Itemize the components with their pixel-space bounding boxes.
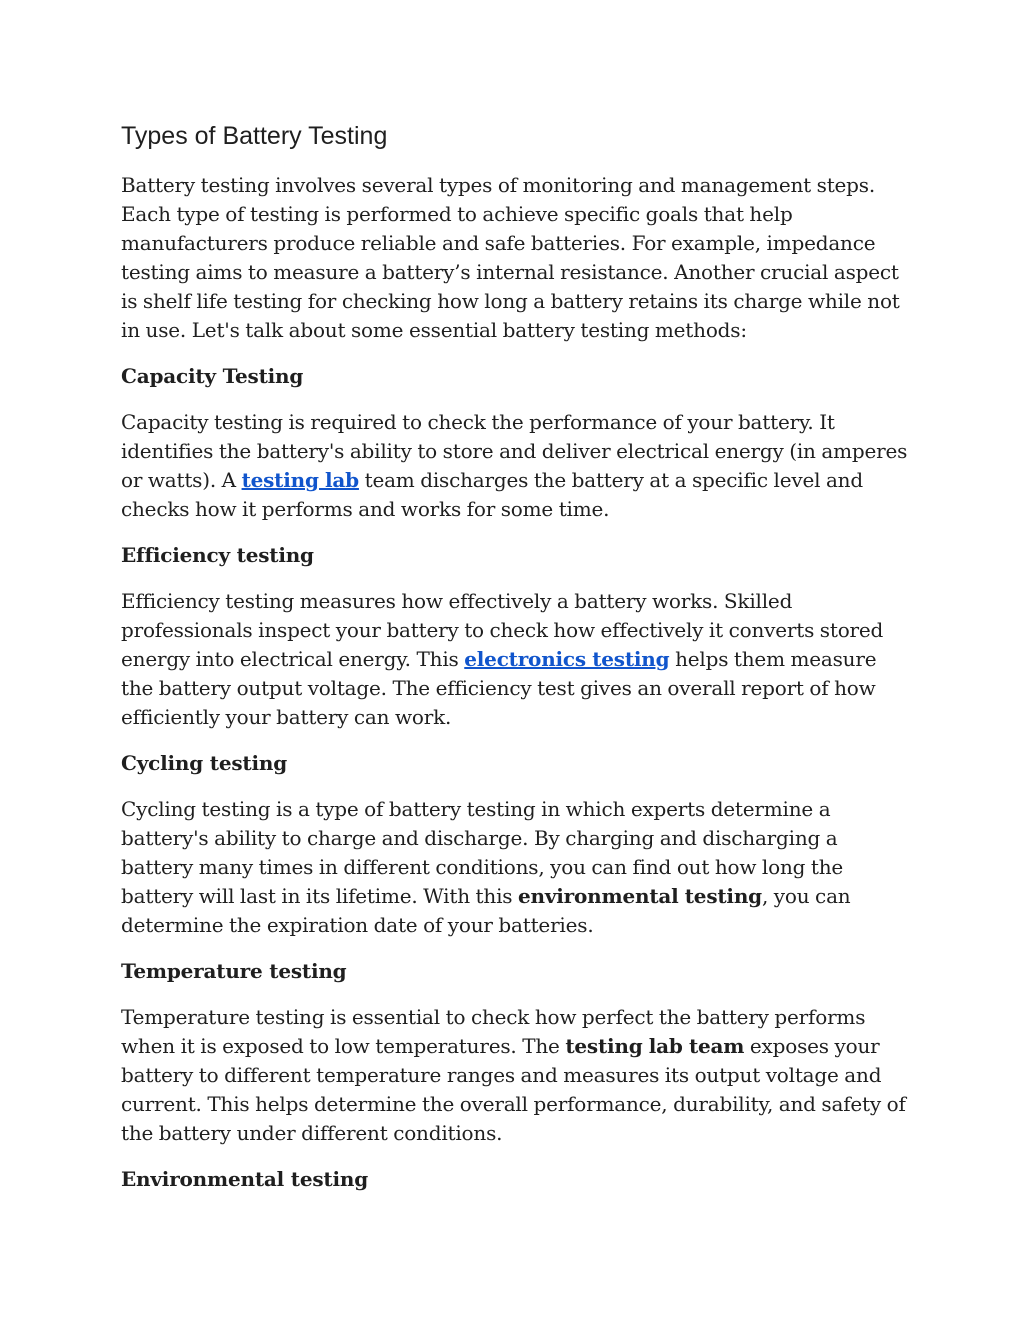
testing-lab-link[interactable]: testing lab bbox=[241, 468, 359, 492]
cycling-text-2: , you can determine the expiration date of your batteries. bbox=[121, 884, 851, 937]
cycling-text-1: Cycling testing is a type of battery testing in which experts determine a battery's ability to charge and discharge. By charging and discharging a battery many times in different conditions, you can find out how long the battery will last in its lifetime. With this bbox=[121, 797, 844, 908]
document-page bbox=[121, 118, 911, 1211]
capacity-text-1: Capacity testing is required to check the performance of your battery. It identifies the battery's ability to store and deliver electrical energy (in amperes or watts). A bbox=[121, 410, 908, 492]
cycling-testing-paragraph bbox=[121, 795, 911, 940]
capacity-testing-paragraph bbox=[121, 408, 911, 524]
temperature-testing-paragraph bbox=[121, 1003, 911, 1148]
efficiency-text-1: Efficiency testing measures how effectively a battery works. Skilled professionals inspect your battery to check how effectively it converts stored energy into electrical energy. This bbox=[121, 589, 884, 671]
environmental-testing-heading: Environmental testing bbox=[121, 1167, 368, 1191]
cycling-testing-heading: Cycling testing bbox=[121, 751, 287, 775]
temperature-text-1: Temperature testing is essential to check how perfect the battery performs when it is exposed to low temperatures. The bbox=[121, 1005, 866, 1058]
efficiency-testing-paragraph bbox=[121, 587, 911, 732]
intro-paragraph: Battery testing involves several types of monitoring and management steps. Each type of testing is performed to achieve specific goals that help manufacturers produce reliable and safe batteries. For example, impedance testing aims to measure a battery’s internal resistance. Another crucial aspect is shelf life testing for checking how long a battery retains its charge while not in use. Let's talk about some essential battery testing methods: bbox=[121, 173, 900, 342]
efficiency-testing-heading: Efficiency testing bbox=[121, 543, 314, 567]
capacity-testing-heading: Capacity Testing bbox=[121, 364, 304, 388]
electronics-testing-link[interactable]: electronics testing bbox=[464, 647, 670, 671]
efficiency-text-2: helps them measure the battery output voltage. The efficiency test gives an overall report of how efficiently your battery can work. bbox=[121, 647, 877, 729]
temperature-text-2: exposes your battery to different temperature ranges and measures its output voltage and current. This helps determine the overall performance, durability, and safety of the battery under different conditions. bbox=[121, 1034, 906, 1145]
environmental-testing-bold: environmental testing bbox=[517, 884, 762, 908]
capacity-text-2: team discharges the battery at a specific level and checks how it performs and works for some time. bbox=[121, 468, 863, 521]
testing-lab-team-bold: testing lab team bbox=[565, 1034, 745, 1058]
temperature-testing-heading: Temperature testing bbox=[121, 959, 347, 983]
page-title: Types of Battery Testing bbox=[121, 122, 388, 150]
